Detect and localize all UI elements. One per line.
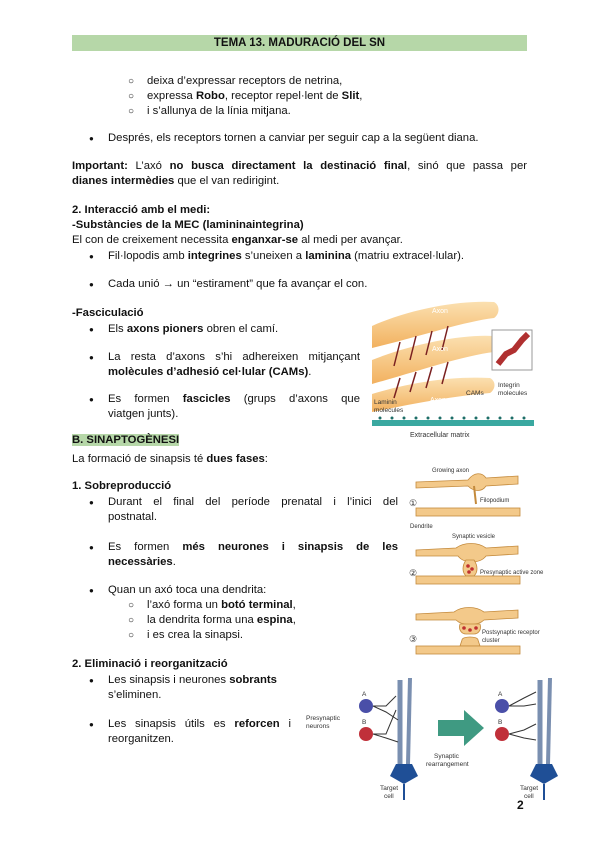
laminin-dot xyxy=(415,417,418,420)
axon-label: Axon xyxy=(432,308,448,315)
text: Es formen xyxy=(108,393,183,405)
text: Les sinapsis útils es xyxy=(108,718,235,730)
bold-text: dues fases xyxy=(206,453,265,465)
section-subheading: -Substàncies de la MEC (lamininaintegrina) xyxy=(72,219,304,231)
neuron-a xyxy=(359,699,373,713)
stage-2 xyxy=(416,544,520,585)
text: L’axó xyxy=(127,160,170,172)
integrin-label: molecules xyxy=(498,390,528,397)
target-dendrite xyxy=(548,678,550,764)
integrin-label: Integrin xyxy=(498,382,520,389)
text: Els xyxy=(108,323,127,335)
list-item-continuation xyxy=(108,555,176,570)
bold-text: dianes intermèdies xyxy=(72,175,175,187)
list-item xyxy=(147,628,243,643)
stage-number: ③ xyxy=(409,634,418,644)
text: . xyxy=(308,366,312,378)
presynaptic-terminal-shape xyxy=(463,560,477,576)
text: La formació de sinapsis té xyxy=(72,453,207,465)
bold-text: necessàries xyxy=(108,556,173,568)
section-subheading: -Fasciculació xyxy=(72,307,144,319)
list-item xyxy=(108,277,367,292)
dendrite-shape xyxy=(416,576,520,584)
laminin-dots xyxy=(379,417,526,420)
axon-line xyxy=(509,734,536,740)
dendrite-shape xyxy=(416,508,520,516)
list-item xyxy=(108,350,360,365)
axons-right xyxy=(509,692,536,740)
text: . xyxy=(172,556,176,568)
list-item xyxy=(108,717,291,732)
bold-text: axons pioners xyxy=(126,323,204,335)
laminin-dot xyxy=(451,417,454,420)
bold-text: integrines xyxy=(187,250,242,262)
bold-text: sobrants xyxy=(229,674,277,686)
list-item-continuation: postnatal. xyxy=(108,511,157,523)
axon-line xyxy=(509,724,536,734)
text: (grups d’axons que xyxy=(230,393,360,405)
fasciculation-figure xyxy=(372,296,534,442)
neuron-b-label: B xyxy=(362,719,367,726)
text: i s’allunya de la línia mitjana. xyxy=(147,105,291,117)
text: s’uneixen a xyxy=(241,250,306,262)
neuron-b xyxy=(495,727,509,741)
text: Durant el final del període prenatal i l’inici del xyxy=(108,496,398,508)
laminin-dot xyxy=(499,417,502,420)
extracellular-matrix xyxy=(372,420,534,426)
axon-shape xyxy=(416,608,518,625)
list-item xyxy=(108,392,360,407)
active-zone-label: Presynaptic active zone xyxy=(480,570,544,576)
vesicle xyxy=(467,570,471,574)
text: i es crea la sinapsi. xyxy=(147,629,244,641)
rearrangement-arrow xyxy=(438,710,484,746)
text: expressa xyxy=(147,90,196,102)
text: : xyxy=(264,453,268,465)
list-item xyxy=(108,673,277,688)
bold-text: molècules d’adhesió cel·lular (CAMs) xyxy=(108,366,309,378)
text: , xyxy=(359,90,363,102)
target-cell-label: Target xyxy=(520,785,539,792)
laminin-dot xyxy=(379,417,382,420)
rearrangement-label: Synaptic xyxy=(434,753,459,760)
list-item xyxy=(147,104,291,119)
text: Es formen xyxy=(108,541,183,553)
presynaptic-label: neurons xyxy=(306,723,330,730)
axon-label: Axon xyxy=(430,397,446,404)
list-item xyxy=(108,322,278,337)
bold-text: no busca directament la destinació final xyxy=(169,160,408,172)
important-line-2 xyxy=(72,174,279,189)
stage-number: ② xyxy=(409,568,418,578)
growing-axon-label: Growing axon xyxy=(432,468,470,474)
receptor-cluster-label: cluster xyxy=(482,638,500,644)
receptor-cluster-label: Postsynaptic receptor xyxy=(482,630,540,636)
text: i xyxy=(279,718,291,730)
list-item xyxy=(147,74,342,89)
list-item xyxy=(108,495,398,510)
text: Fil·lopodis amb xyxy=(108,250,188,262)
axon-line xyxy=(373,696,396,706)
text: que el van redirigint. xyxy=(174,175,280,187)
text: , sinó que passa per xyxy=(407,160,527,172)
stage-1 xyxy=(416,474,520,516)
laminin-dot xyxy=(427,417,430,420)
target-dendrite xyxy=(408,678,410,764)
bold-text: reforcen xyxy=(234,718,280,730)
vesicle xyxy=(470,567,474,571)
important-line-1 xyxy=(72,159,527,174)
axon-line xyxy=(373,710,396,734)
text: l’axó forma un xyxy=(147,599,222,611)
list-item xyxy=(108,583,266,598)
spine-shape xyxy=(460,637,480,646)
bold-text: espina xyxy=(256,614,293,626)
filopodium-label: Filopodium xyxy=(480,498,510,504)
section-heading xyxy=(72,433,179,448)
rearrangement-label: rearrangement xyxy=(426,761,469,768)
list-item xyxy=(147,598,296,613)
text: Després, els receptors tornen a canviar per seguir cap a la següent diana. xyxy=(108,132,479,144)
text: , xyxy=(292,599,296,611)
bold-text: botó terminal xyxy=(221,599,293,611)
presynaptic-label: Presynaptic xyxy=(306,715,340,722)
bold-text: fascicles xyxy=(182,393,231,405)
list-item xyxy=(108,131,479,146)
axon-line xyxy=(509,692,536,706)
text: obren el camí. xyxy=(203,323,279,335)
page-number: 2 xyxy=(517,798,524,812)
dendrite-shape xyxy=(416,646,520,654)
text: deixa d’expressar receptors de netrina, xyxy=(147,75,343,87)
laminin-dot xyxy=(475,417,478,420)
bold-text: més neurones i sinapsis de les xyxy=(182,541,399,553)
text: Les sinapsis i neurones xyxy=(108,674,230,686)
list-item xyxy=(108,249,464,264)
paragraph xyxy=(72,452,268,467)
target-cell-body xyxy=(530,764,558,784)
text: Quan un axó toca una dendrita: xyxy=(108,584,267,596)
axon-label: Axon xyxy=(432,346,448,353)
stage-number: ① xyxy=(409,498,418,508)
laminin-dot xyxy=(487,417,490,420)
laminin-label: Laminin xyxy=(374,399,397,406)
text: , receptor repel·lent de xyxy=(224,90,342,102)
synaptic-vesicle-label: Synaptic vesicle xyxy=(452,534,496,540)
paragraph xyxy=(72,233,403,248)
text: viatgen junts). xyxy=(108,408,179,420)
vesicle xyxy=(468,628,472,632)
list-item-continuation xyxy=(108,365,311,380)
list-item-continuation: reorganitzen. xyxy=(108,733,174,745)
synaptic-rearrangement-figure xyxy=(300,676,562,802)
bold-text: Robo xyxy=(195,90,225,102)
text: El con de creixement necessita xyxy=(72,234,232,246)
laminin-dot xyxy=(403,417,406,420)
list-item xyxy=(108,540,398,555)
page-title: TEMA 13. MADURACIÓ DEL SN xyxy=(72,35,527,51)
vesicle xyxy=(474,626,478,630)
highlighted-heading: B. SINAPTOGÈNESI xyxy=(72,434,180,446)
ecm-label: Extracellular matrix xyxy=(410,432,470,439)
bold-text: enganxar-se xyxy=(231,234,299,246)
neuron-a-label: A xyxy=(362,691,367,698)
vesicle xyxy=(462,626,466,630)
cams-label: CAMs xyxy=(466,390,484,397)
vesicle xyxy=(466,564,470,568)
laminin-dot xyxy=(463,417,466,420)
list-item-continuation: s’eliminen. xyxy=(108,689,162,701)
neuron-b-label: B xyxy=(498,719,503,726)
axons-left xyxy=(373,696,398,742)
section-subheading: 2. Eliminació i reorganització xyxy=(72,658,228,670)
laminin-dot xyxy=(511,417,514,420)
text: La resta d’axons s’hi adhereixen mitjançant xyxy=(108,351,360,363)
laminin-label: molecules xyxy=(374,407,404,414)
text: , xyxy=(292,614,296,626)
section-subheading: 1. Sobreproducció xyxy=(72,480,172,492)
target-cell-body xyxy=(390,764,418,784)
laminin-dot xyxy=(523,417,526,420)
list-item-continuation xyxy=(108,407,178,422)
bold-text: Slit xyxy=(341,90,360,102)
important-label: Important: xyxy=(72,160,128,172)
list-item xyxy=(147,89,362,104)
neuron-b xyxy=(359,727,373,741)
text: (matriu extracel·lular). xyxy=(351,250,465,262)
growing-axon-shape xyxy=(416,474,518,491)
neuron-a-label: A xyxy=(498,691,503,698)
text: al medi per avançar. xyxy=(298,234,403,246)
axon-line xyxy=(373,734,398,742)
laminin-dot xyxy=(439,417,442,420)
dendrite-label: Dendrite xyxy=(410,524,433,530)
list-item xyxy=(147,613,296,628)
target-cell-label: cell xyxy=(384,793,394,800)
bold-text: laminina xyxy=(305,250,352,262)
text: la dendrita forma una xyxy=(147,614,257,626)
target-cell-label: Target xyxy=(380,785,399,792)
synapse-formation-figure xyxy=(408,464,544,660)
neuron-a xyxy=(495,699,509,713)
axon-shape xyxy=(416,544,518,563)
laminin-dot xyxy=(391,417,394,420)
text: Cada unió → un “estirament” que fa avançar el con. xyxy=(108,278,368,290)
target-cell-label: cell xyxy=(524,793,534,800)
section-heading: 2. Interacció amb el medi: xyxy=(72,204,211,216)
